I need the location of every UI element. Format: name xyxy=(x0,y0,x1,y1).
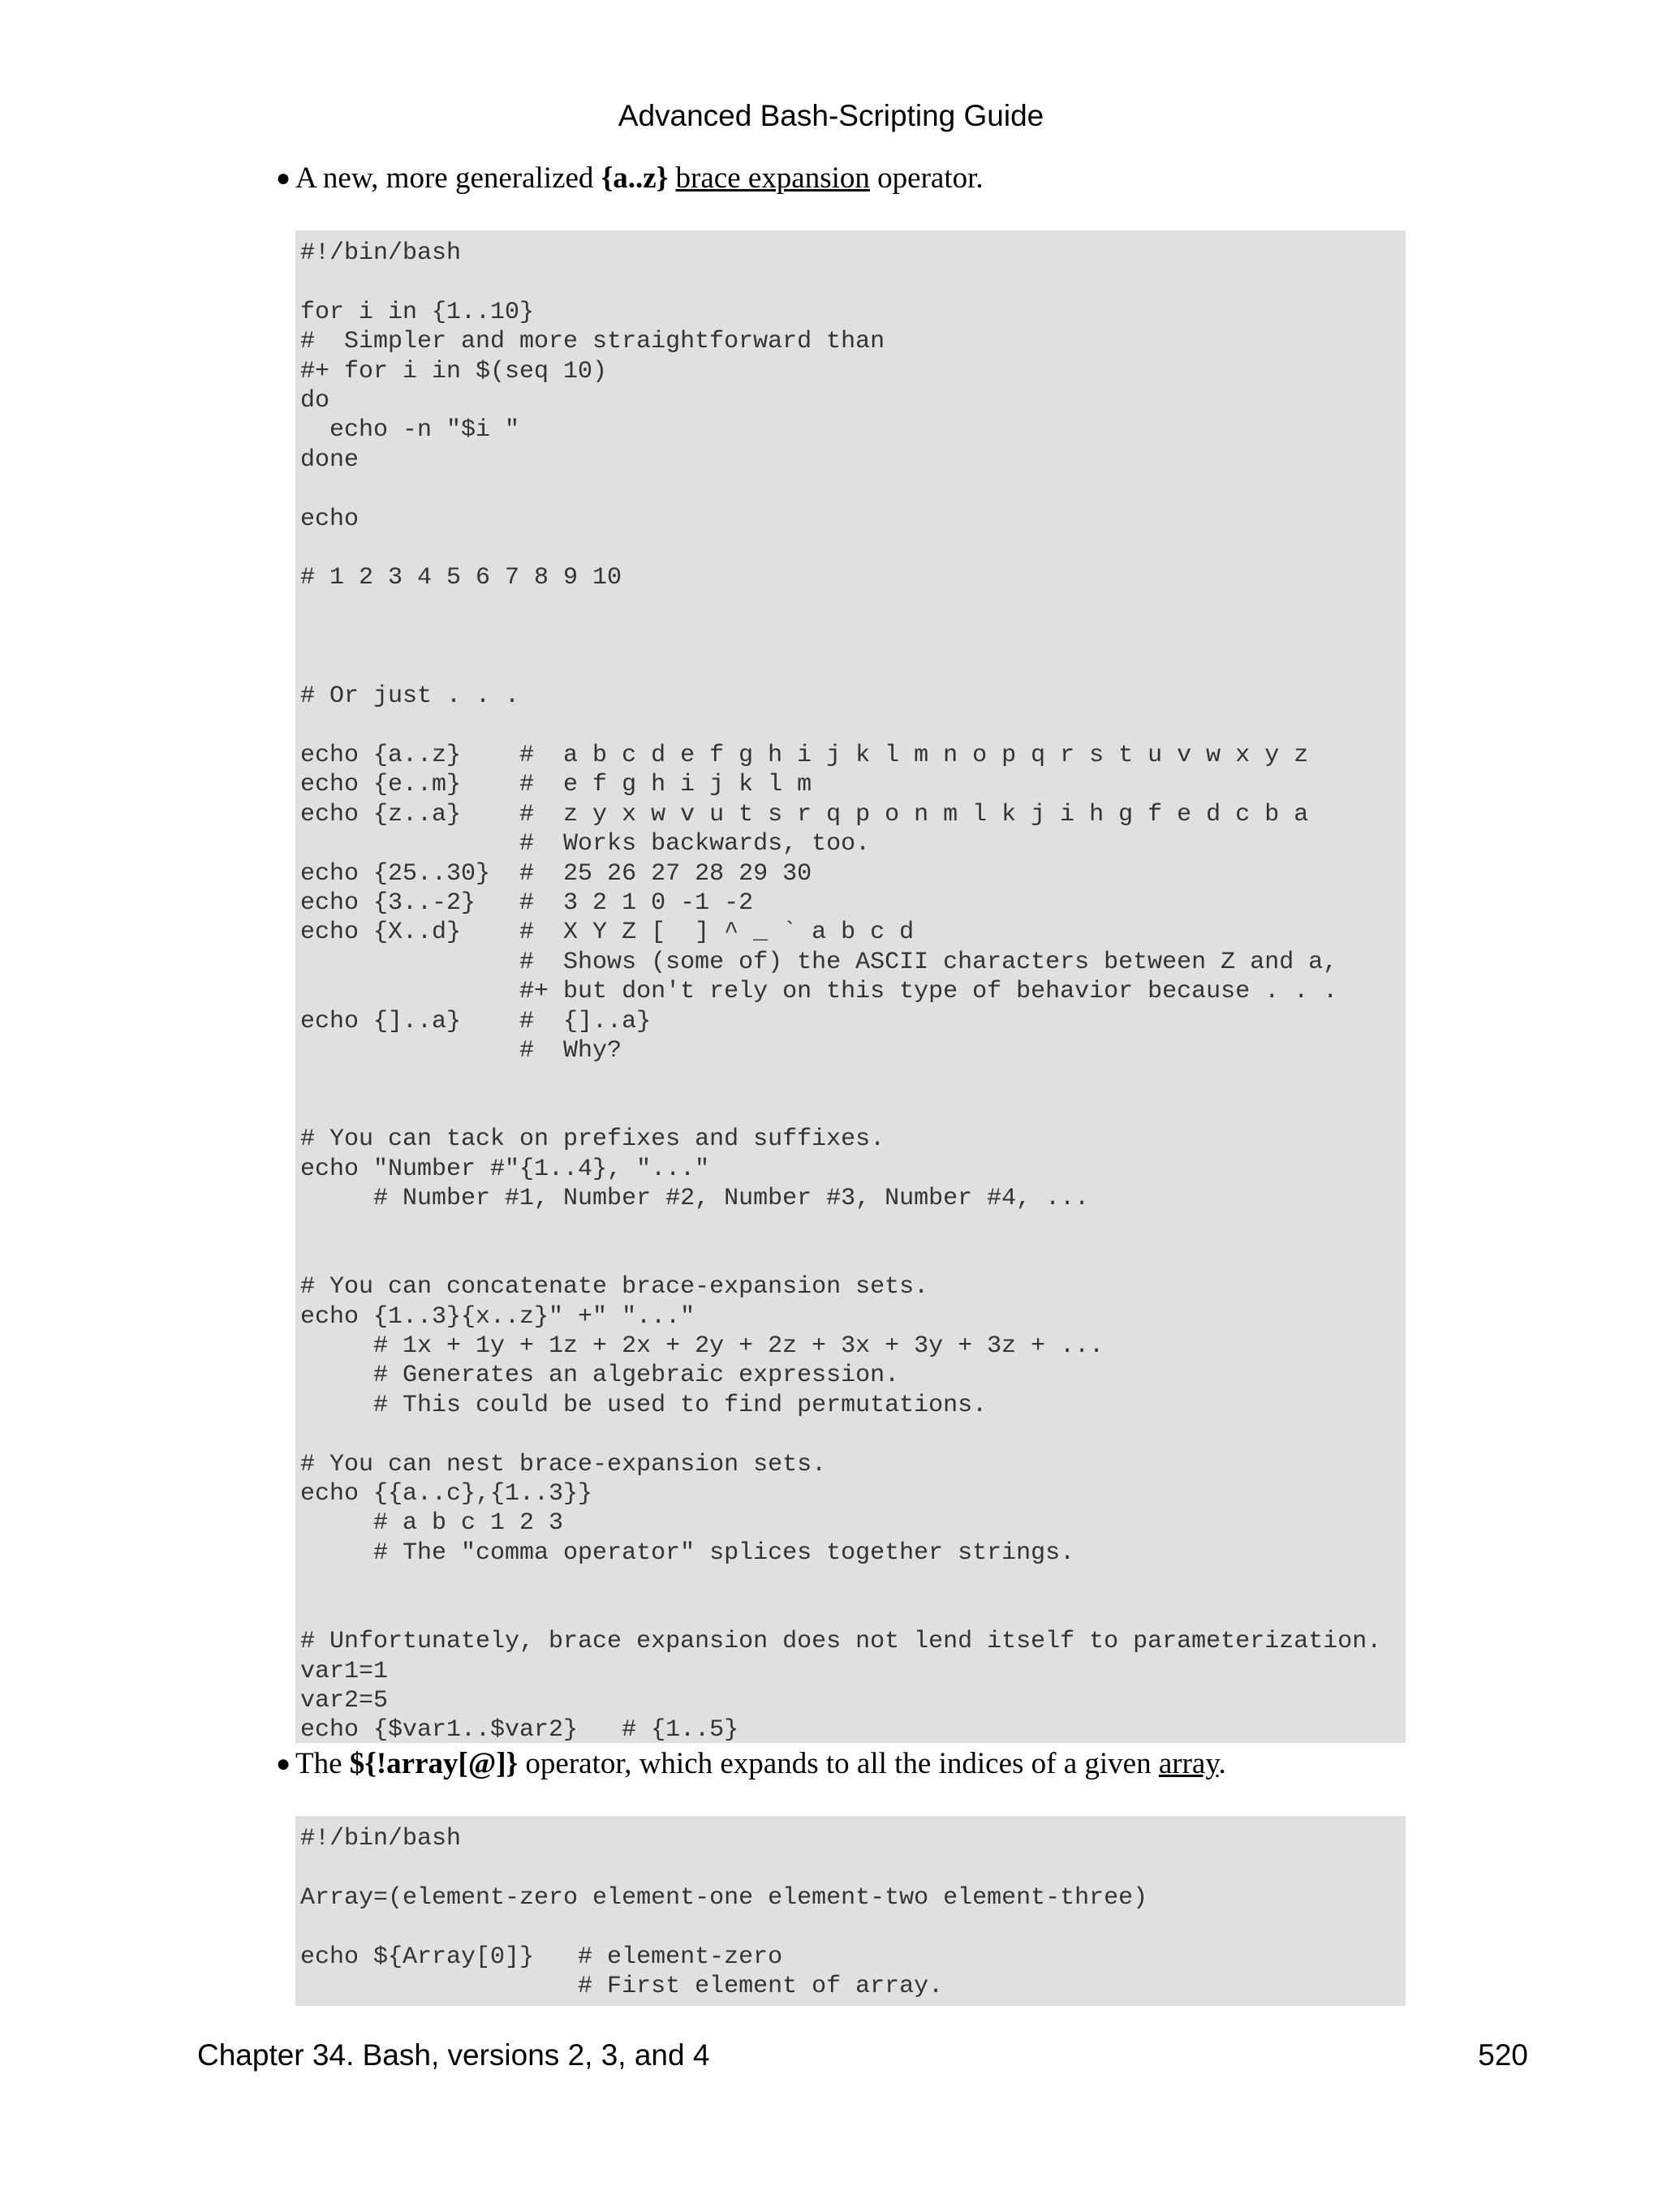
code-block-array-indices: #!/bin/bash Array=(element-zero element-one element-two element-three) echo ${Array[0]} # element-zero # First element of array. xyxy=(295,1816,1406,2006)
bullet-text-before: The xyxy=(295,1747,350,1780)
bullet-item-array-indices xyxy=(276,1746,1226,1781)
footer-chapter-title: Chapter 34. Bash, versions 2, 3, and 4 xyxy=(197,2038,710,2072)
bullet-bold-operator: ${!array[@]} xyxy=(349,1747,519,1780)
array-link[interactable]: array xyxy=(1158,1747,1219,1780)
bullet-text-after: operator. xyxy=(869,161,984,195)
brace-expansion-link[interactable]: brace expansion xyxy=(675,161,870,195)
bullet-text-after: . xyxy=(1218,1747,1226,1780)
bullet-dot-icon: ● xyxy=(276,165,291,192)
footer-page-number: 520 xyxy=(1478,2038,1528,2072)
bullet-dot-icon: ● xyxy=(276,1750,291,1777)
bullet-text-before: A new, more generalized xyxy=(295,161,601,195)
bullet-text-middle: operator, which expands to all the indices of a given xyxy=(518,1747,1159,1780)
bullet-item-brace-expansion xyxy=(276,161,984,196)
page-header: Advanced Bash-Scripting Guide xyxy=(618,99,1044,132)
bullet-bold-operator: {a..z} xyxy=(601,161,669,195)
bullet-text-middle xyxy=(668,161,675,195)
code-block-brace-expansion: #!/bin/bash for i in {1..10} # Simpler and more straightforward than #+ for i in $(seq 10) do echo -n "$i " done echo # 1 2 3 4 5 6 7 8 9 10 # Or just . . . echo {a..z} # a b c d e f g h i j k l m n o p q r s t u v w x y z echo {e..m} # e f g h i j k l m echo {z..a} # z y x w v u t s r q p o n m l k j i h g f e d c b a # Works backwards, too. echo {25..30} # 25 26 27 28 29 30 echo {3..-2} # 3 2 1 0 -1 -2 echo {X..d} # X Y Z [ ] ^ _ ` a b c d # Shows (some of) the ASCII characters between Z and a, #+ but don't rely on this type of behavior because . . . echo {]..a} # {]..a} # Why? # You can tack on prefixes and suffixes. echo "Number #"{1..4}, "..." # Number #1, Number #2, Number #3, Number #4, ... # You can concatenate brace-expansion sets. echo {1..3}{x..z}" +" "..." # 1x + 1y + 1z + 2x + 2y + 2z + 3x + 3y + 3z + ... # Generates an algebraic expression. # This could be used to find permutations. # You can nest brace-expansion sets. echo {{a..c},{1..3}} # a b c 1 2 3 # The "comma operator" splices together strings. # Unfortunately, brace expansion does not lend itself to parameterization. var1=1 var2=5 echo {$var1..$var2} # {1..5} xyxy=(295,230,1406,1743)
